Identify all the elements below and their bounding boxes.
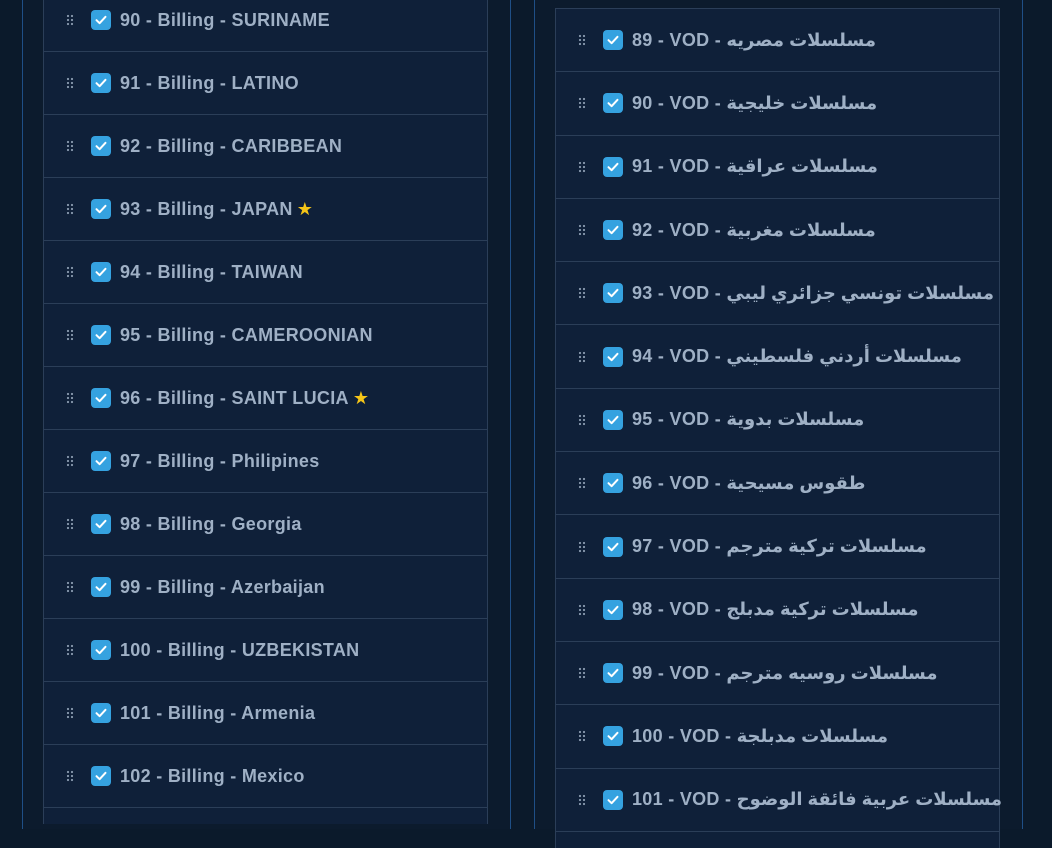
list-item-label: 99 - Billing - Azerbaijan — [120, 576, 325, 597]
list-item-label: 94 - Billing - TAIWAN — [120, 261, 303, 282]
drag-handle-icon[interactable] — [66, 770, 74, 782]
right-panel-border-right — [1022, 0, 1023, 829]
checkbox-checked-icon[interactable] — [603, 157, 623, 177]
list-item[interactable] — [556, 769, 1003, 832]
list-item-label: 90 - VOD - مسلسلات خليجية — [632, 92, 878, 113]
checkbox-checked-icon[interactable] — [91, 514, 111, 534]
list-item-label: 100 - VOD - مسلسلات مدبلجة — [632, 725, 889, 746]
drag-handle-icon[interactable] — [578, 224, 586, 236]
checkbox-checked-icon[interactable] — [91, 703, 111, 723]
list-item[interactable] — [556, 136, 999, 199]
checkbox-checked-icon[interactable] — [91, 388, 111, 408]
list-continuation — [44, 808, 487, 824]
drag-handle-icon[interactable] — [66, 203, 74, 215]
checkbox-checked-icon[interactable] — [91, 199, 111, 219]
checkbox-checked-icon[interactable] — [603, 410, 623, 430]
drag-handle-icon[interactable] — [66, 518, 74, 530]
checkbox-checked-icon[interactable] — [603, 663, 623, 683]
star-icon: ★ — [352, 387, 369, 409]
list-item-label: 91 - VOD - مسلسلات عراقية — [632, 156, 878, 177]
checkbox-checked-icon[interactable] — [91, 136, 111, 156]
checkbox-checked-icon[interactable] — [603, 30, 623, 50]
list-item[interactable] — [556, 705, 999, 768]
list-item[interactable] — [556, 262, 999, 325]
list-item-label: 92 - VOD - مسلسلات مغربية — [632, 219, 876, 240]
list-item-label: 96 - Billing - SAINT LUCIA — [120, 387, 349, 408]
list-item[interactable] — [44, 304, 487, 367]
list-item-label: 95 - VOD - مسلسلات بدوية — [632, 409, 865, 430]
list-item-label: 97 - Billing - Philipines — [120, 450, 320, 471]
list-item[interactable] — [556, 9, 999, 72]
list-item[interactable] — [556, 579, 999, 642]
list-item[interactable] — [556, 72, 999, 135]
list-item[interactable] — [44, 0, 487, 52]
drag-handle-icon[interactable] — [578, 541, 586, 553]
drag-handle-icon[interactable] — [578, 730, 586, 742]
drag-handle-icon[interactable] — [66, 140, 74, 152]
list-item[interactable] — [556, 325, 999, 388]
checkbox-checked-icon[interactable] — [603, 790, 623, 810]
list-item[interactable] — [556, 389, 999, 452]
left-panel-border-right — [510, 0, 511, 829]
checkbox-checked-icon[interactable] — [603, 283, 623, 303]
list-item[interactable] — [44, 115, 487, 178]
checkbox-checked-icon[interactable] — [603, 220, 623, 240]
list-item-label: 93 - VOD - مسلسلات تونسي جزائري ليبي — [632, 282, 994, 303]
list-item[interactable] — [44, 178, 487, 241]
checkbox-checked-icon[interactable] — [91, 766, 111, 786]
list-item[interactable] — [556, 642, 999, 705]
list-item[interactable] — [44, 493, 487, 556]
checkbox-checked-icon[interactable] — [91, 10, 111, 30]
list-item-label: 91 - Billing - LATINO — [120, 72, 299, 93]
checkbox-checked-icon[interactable] — [91, 577, 111, 597]
drag-handle-icon[interactable] — [66, 392, 74, 404]
list-item[interactable] — [44, 367, 487, 430]
drag-handle-icon[interactable] — [578, 34, 586, 46]
vod-category-list — [555, 8, 1003, 848]
billing-category-list — [43, 0, 488, 824]
drag-handle-icon[interactable] — [578, 161, 586, 173]
drag-handle-icon[interactable] — [578, 414, 586, 426]
list-item[interactable] — [44, 52, 487, 115]
drag-handle-icon[interactable] — [578, 97, 586, 109]
list-item[interactable] — [44, 556, 487, 619]
list-item-label: 97 - VOD - مسلسلات تركية مترجم — [632, 536, 927, 557]
checkbox-checked-icon[interactable] — [603, 473, 623, 493]
list-item-label: 100 - Billing - UZBEKISTAN — [120, 639, 360, 660]
left-panel-border-left — [22, 0, 23, 829]
checkbox-checked-icon[interactable] — [91, 640, 111, 660]
drag-handle-icon[interactable] — [66, 77, 74, 89]
list-continuation — [556, 832, 999, 848]
list-item-label: 102 - Billing - Mexico — [120, 765, 305, 786]
list-item-label: 101 - Billing - Armenia — [120, 702, 316, 723]
list-item-label: 96 - VOD - طقوس مسيحية — [632, 472, 866, 493]
drag-handle-icon[interactable] — [66, 707, 74, 719]
list-item[interactable] — [44, 619, 487, 682]
list-item[interactable] — [44, 745, 487, 808]
list-item-label: 93 - Billing - JAPAN — [120, 198, 293, 219]
list-item[interactable] — [44, 241, 487, 304]
checkbox-checked-icon[interactable] — [603, 93, 623, 113]
list-item-label: 92 - Billing - CARIBBEAN — [120, 135, 343, 156]
checkbox-checked-icon[interactable] — [91, 73, 111, 93]
drag-handle-icon[interactable] — [578, 794, 586, 806]
drag-handle-icon[interactable] — [66, 266, 74, 278]
checkbox-checked-icon[interactable] — [91, 262, 111, 282]
drag-handle-icon[interactable] — [578, 351, 586, 363]
list-item-label: 90 - Billing - SURINAME — [120, 9, 330, 30]
drag-handle-icon[interactable] — [66, 581, 74, 593]
list-item-label: 98 - VOD - مسلسلات تركية مدبلج — [632, 599, 919, 620]
list-item-label: 99 - VOD - مسلسلات روسيه مترجم — [632, 662, 938, 683]
star-icon: ★ — [296, 198, 313, 220]
drag-handle-icon[interactable] — [66, 644, 74, 656]
list-item[interactable] — [556, 452, 999, 515]
list-item-label: 89 - VOD - مسلسلات مصريه — [632, 29, 876, 50]
checkbox-checked-icon[interactable] — [91, 451, 111, 471]
drag-handle-icon[interactable] — [578, 477, 586, 489]
list-item-label: 94 - VOD - مسلسلات أردني فلسطيني — [632, 346, 962, 367]
checkbox-checked-icon[interactable] — [603, 347, 623, 367]
checkbox-checked-icon[interactable] — [91, 325, 111, 345]
drag-handle-icon[interactable] — [578, 604, 586, 616]
checkbox-checked-icon[interactable] — [603, 537, 623, 557]
drag-handle-icon[interactable] — [578, 667, 586, 679]
list-item-label: 101 - VOD - مسلسلات عربية فائقة الوضوح — [632, 789, 1003, 810]
list-item[interactable] — [44, 430, 487, 493]
list-item[interactable] — [556, 199, 999, 262]
list-item-label: 98 - Billing - Georgia — [120, 513, 302, 534]
checkbox-checked-icon[interactable] — [603, 600, 623, 620]
list-item[interactable] — [44, 682, 487, 745]
list-item[interactable] — [556, 515, 999, 578]
drag-handle-icon[interactable] — [578, 287, 586, 299]
right-panel-border-left — [534, 0, 535, 829]
drag-handle-icon[interactable] — [66, 455, 74, 467]
checkbox-checked-icon[interactable] — [603, 726, 623, 746]
drag-handle-icon[interactable] — [66, 14, 74, 26]
drag-handle-icon[interactable] — [66, 329, 74, 341]
list-item-label: 95 - Billing - CAMEROONIAN — [120, 324, 373, 345]
